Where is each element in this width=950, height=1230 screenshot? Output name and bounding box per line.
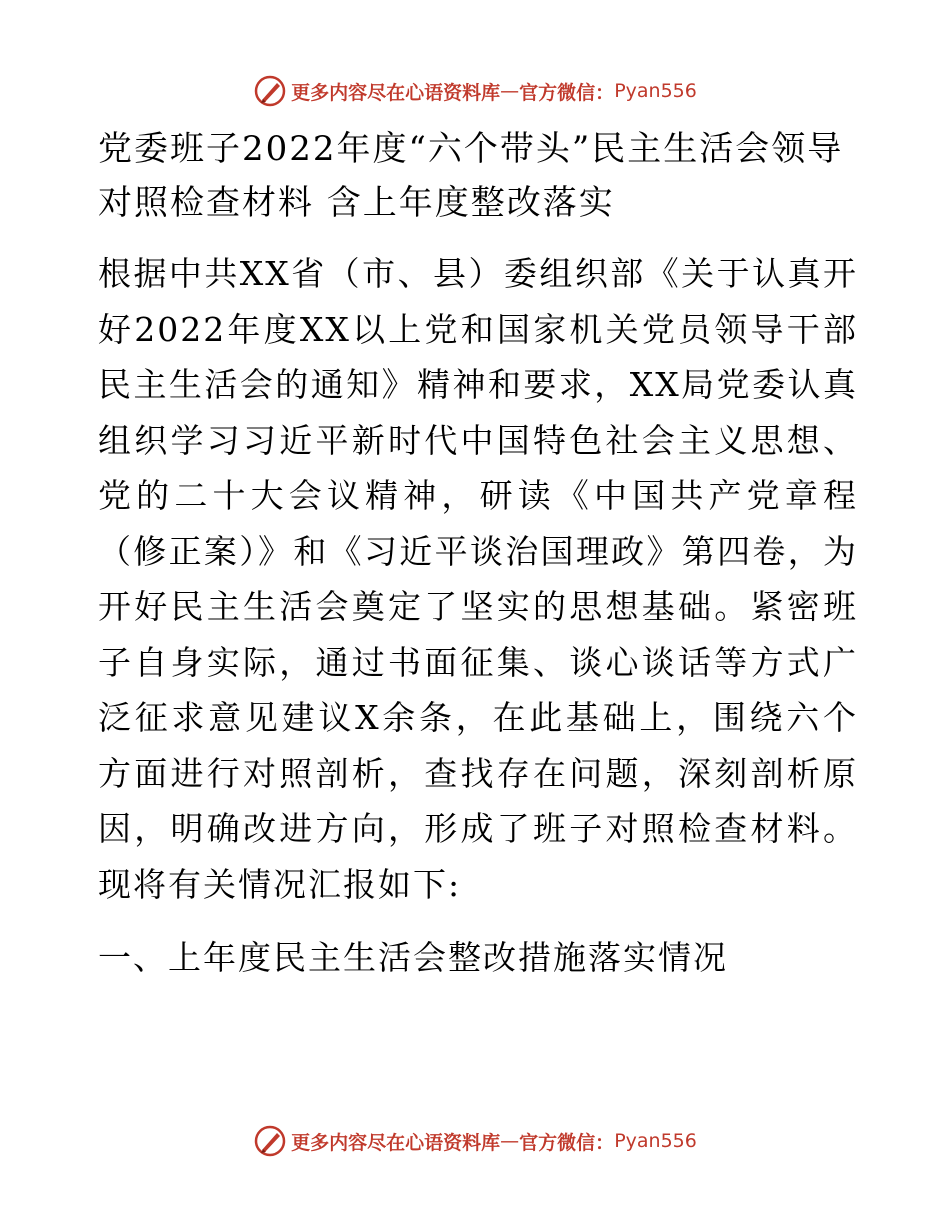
watermark-site-name: 更多内容尽在心语资料库 [291, 1131, 501, 1154]
pen-circle-logo-icon [253, 74, 287, 108]
watermark-wechat-id: Pyan556 [614, 1130, 697, 1152]
watermark-wechat-id: Pyan556 [614, 80, 697, 102]
watermark-wechat-label: 官方微信： [519, 81, 615, 104]
document-title: 党委班子2022年度“六个带头”民主生活会领导对照检查材料 含上年度整改落实 [98, 129, 844, 223]
watermark-wechat-label: 官方微信： [519, 1131, 615, 1154]
watermark-site-name: 更多内容尽在心语资料库 [291, 81, 501, 104]
watermark-header [0, 74, 950, 108]
watermark-dash: — [500, 1130, 520, 1152]
section-heading-1: 一、上年度民主生活会整改措施落实情况 [98, 938, 728, 977]
watermark-footer [0, 1124, 950, 1158]
document-body [98, 122, 858, 985]
paragraph-intro: 根据中共XX省（市、县）委组织部《关于认真开好2022年度XX以上党和国家机关党员领导干部民主生活会的通知》精神和要求，XX局党委认真组织学习习近平新时代中国特色社会主义思想、党的二十大会议精神，研读《中国共产党章程（修正案）》和《习近平谈治国理政》第四卷，为开好民主生活会奠定了坚实的思想基础。紧密班子自身实际，通过书面征集、谈心谈话等方式广泛征求意见建议X余条，在此基础上，围绕六个方面进行对照剖析，查找存在问题，深刻剖析原因，明确改进方向，形成了班子对照检查材料。现将有关情况汇报如下: [98, 254, 858, 904]
watermark-dash: — [500, 80, 520, 102]
pen-circle-logo-icon [253, 1124, 287, 1158]
